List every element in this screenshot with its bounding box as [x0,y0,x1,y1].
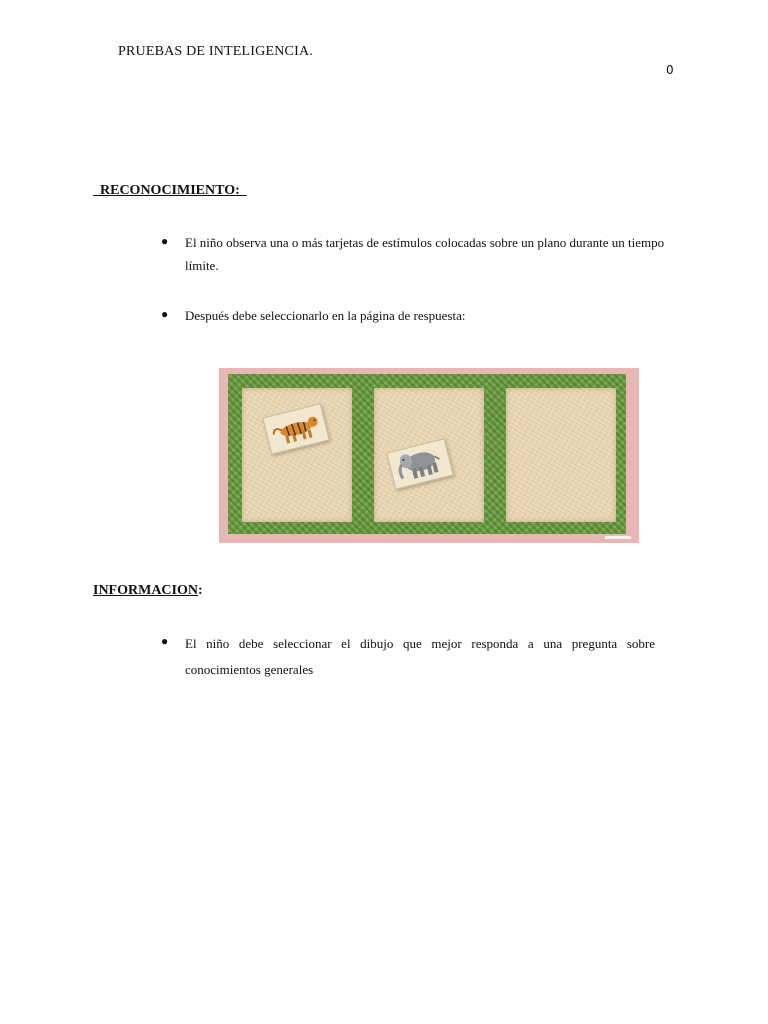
section-heading-colon: : [198,583,203,598]
bullet-icon: ● [161,234,169,248]
section-heading-informacion-text: INFORMACION [93,583,198,598]
corner-mark [605,536,631,539]
bullet-text: El niño observa una o más tarjetas de estímulos colocadas sobre un plano durante un tiempo límite. [185,235,665,273]
bullet-icon: ● [161,634,169,648]
section-heading-reconocimiento: RECONOCIMIENTO: [93,183,247,198]
page-number: 0 [666,63,674,77]
bullet-text: Después debe seleccionarlo en la página de respuesta: [185,308,466,323]
bullet-icon: ● [161,307,169,321]
response-panel-3 [506,388,616,522]
section-heading-informacion [93,583,203,599]
bullet-text: El niño debe seleccionar el dibujo que mejor responda a una pregunta sobre conocimientos generales [185,636,655,677]
page-header-title: PRUEBAS DE INTELIGENCIA. [118,44,313,59]
